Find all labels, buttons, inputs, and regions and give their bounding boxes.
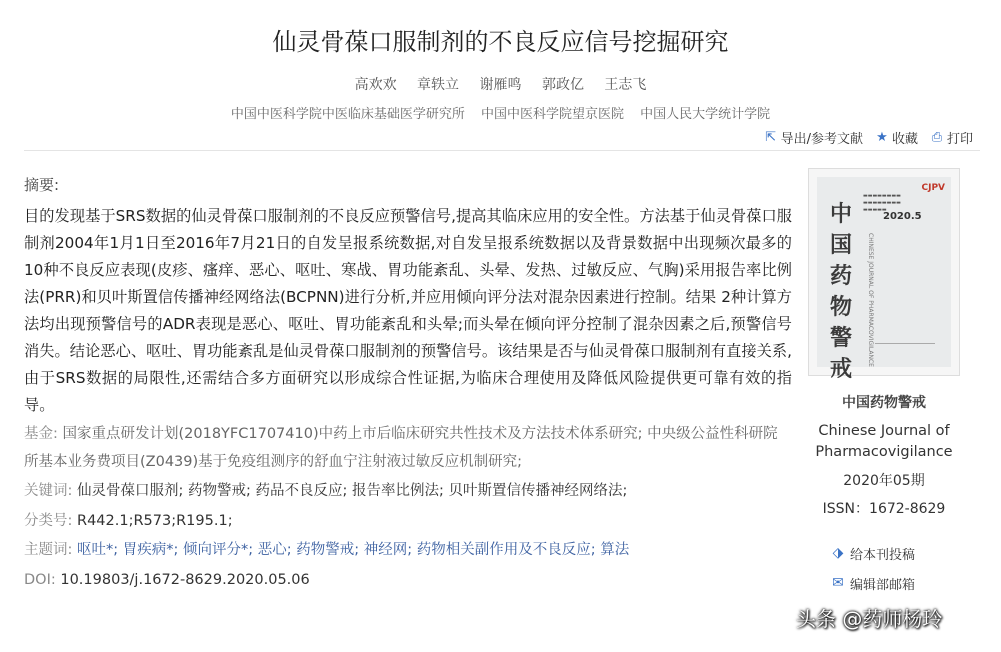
print-label: 打印 <box>946 132 973 147</box>
submit-manuscript-link[interactable] <box>830 538 915 568</box>
author-link[interactable]: 高欢欢 <box>354 77 397 93</box>
star-icon: ★ <box>876 129 888 145</box>
submit-icon: ⬗ <box>832 545 844 561</box>
keywords-row <box>24 478 792 506</box>
topic-link[interactable]: 神经网; <box>363 542 413 558</box>
abstract-text: 目的发现基于SRS数据的仙灵骨葆口服制剂的不良反应预警信号,提高其临床应用的安全性。方法基于仙灵骨葆口服制剂2004年1月1日至2016年7月21日的自发呈报系统数据,对自发呈报系统数据以及背景数据中出现频次最多的10种不良反应表现(皮疹、瘙痒、恶心、呕吐、寒战、胃功能紊乱、头晕、发热、过敏反应、气胸)采用报告率比例法(PRR)和贝叶斯置信传播神经网络法(BCPNN)进行分析,并应用倾向评分法对混杂因素进行控制。结果 2种计算方法均出现预警信号的ADR表现是恶心、呕吐、胃功能紊乱和头晕;而头晕在倾向评分控制了混杂因素之后,预警信号消失。结论恶心、呕吐、胃功能紊乱是仙灵骨葆口服制剂的预警信号。该结果是否与仙灵骨葆口服制剂有直接关系,由于SRS数据的局限性,还需结合多方面研究以形成综合性证据,为临床合理使用及降低风险提供更可靠有效的指导。 <box>24 207 792 414</box>
author-link[interactable]: 郭政亿 <box>541 77 584 93</box>
export-button[interactable] <box>764 128 863 147</box>
cjpv-logo: CJPV <box>921 183 945 193</box>
keyword-link[interactable]: 报告率比例法; <box>352 483 444 499</box>
keyword-link[interactable]: 仙灵骨葆口服剂; <box>77 483 184 499</box>
submit-label: 给本刊投稿 <box>850 547 916 563</box>
editorial-email-link[interactable] <box>830 568 915 598</box>
fund-label: 基金: <box>24 426 58 442</box>
printer-icon: ⎙ <box>931 129 943 145</box>
classification-label: 分类号: <box>24 512 73 529</box>
keyword-link[interactable]: 药物警戒; <box>188 483 251 499</box>
classification-text: R442.1;R573;R195.1; <box>77 512 233 529</box>
topic-link[interactable]: 倾向评分*; <box>183 542 254 558</box>
cover-vertical-text: CHINESE JOURNAL OF PHARMACOVIGILANCE <box>867 233 874 367</box>
topic-link[interactable]: 呕吐*; <box>77 542 119 558</box>
journal-name-en: Chinese Journal of Pharmacovigilance <box>815 423 953 460</box>
email-label: 编辑部邮箱 <box>850 577 916 593</box>
keyword-link[interactable]: 贝叶斯置信传播神经网络法; <box>448 483 628 499</box>
print-button[interactable] <box>930 128 973 147</box>
journal-info <box>808 392 960 518</box>
mail-icon: ✉ <box>832 575 844 591</box>
export-icon: ⇱ <box>765 129 777 145</box>
author-link[interactable]: 章轶立 <box>417 77 460 93</box>
topics-label: 主题词: <box>24 542 73 558</box>
journal-issue-date[interactable]: 2020年05期 <box>843 473 925 489</box>
journal-name[interactable]: 中国药物警戒 <box>842 395 926 411</box>
keywords-label: 关键词: <box>24 483 73 499</box>
article-toolbar <box>764 128 973 147</box>
keyword-link[interactable]: 药品不良反应; <box>255 483 348 499</box>
doi-row <box>24 567 792 595</box>
affiliation-link[interactable]: 中国人民大学统计学院 <box>640 107 771 122</box>
export-label: 导出/参考文献 <box>780 132 863 147</box>
topic-link[interactable]: 药物相关副作用及不良反应; <box>416 542 596 558</box>
cover-subtext: ▬▬▬▬▬▬▬▬ ▬▬▬▬▬▬▬▬ ▬▬▬▬▬ <box>863 193 901 213</box>
cover-image <box>817 177 951 382</box>
cover-issue: 2020.5 <box>883 211 922 222</box>
article-body <box>24 172 792 594</box>
affiliation-link[interactable]: 中国中医科学院望京医院 <box>480 107 624 122</box>
header-divider <box>24 150 980 151</box>
topics-row <box>24 537 792 565</box>
journal-issn: ISSN：1672-8629 <box>822 501 946 517</box>
cover-title: 中国药物警戒 <box>829 201 852 382</box>
cover-footer <box>875 343 935 359</box>
affiliation-link[interactable]: 中国中医科学院中医临床基础医学研究所 <box>230 107 465 122</box>
watermark: 头条 @药师杨玲 <box>796 607 943 631</box>
journal-cover[interactable] <box>808 168 960 382</box>
fund-text[interactable]: 国家重点研发计划(2018YFC1707410)中药上市后临床研究共性技术及方法技术体系研究; 中央级公益性科研院所基本业务费项目(Z0439)基于免疫组测序的舒血宁注射液过敏反应机制研究; <box>24 426 778 470</box>
abstract-label: 摘要: <box>24 176 60 194</box>
topic-link[interactable]: 药物警戒; <box>296 542 360 558</box>
author-link[interactable]: 王志飞 <box>604 77 647 93</box>
favorite-label: 收藏 <box>891 132 918 147</box>
classification-row <box>24 508 792 536</box>
topic-link[interactable]: 胃疾病*; <box>122 542 179 558</box>
topic-link[interactable]: 算法 <box>600 542 630 558</box>
favorite-button[interactable] <box>875 128 918 147</box>
journal-actions <box>830 538 915 598</box>
doi-value[interactable]: 10.19803/j.1672-8629.2020.05.06 <box>60 571 310 588</box>
topic-link[interactable]: 恶心; <box>257 542 292 558</box>
article-title: 仙灵骨葆口服制剂的不良反应信号挖掘研究 <box>272 28 729 56</box>
affiliation-list <box>0 103 1001 122</box>
doi-label: DOI: <box>24 571 56 588</box>
author-list <box>0 74 1001 94</box>
author-link[interactable]: 谢雁鸣 <box>479 77 522 93</box>
fund-row <box>24 421 792 476</box>
